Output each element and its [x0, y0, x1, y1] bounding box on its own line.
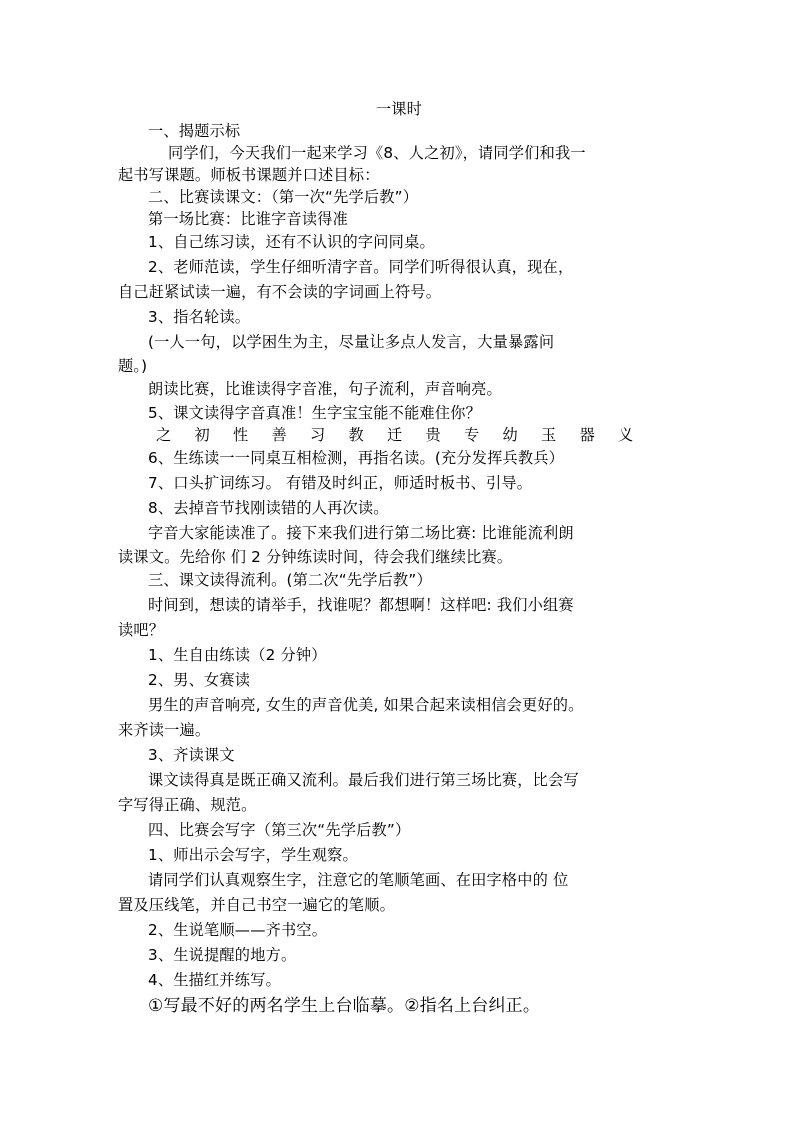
list-item: 4、生描红并练写。 — [148, 971, 281, 989]
paragraph-line: 第一场比赛：比谁字音读得准 — [148, 210, 349, 228]
character: 性 — [233, 426, 249, 444]
character: 贵 — [425, 426, 441, 444]
list-item: 2、老师范读，学生仔细听清字音。同学们听得很认真，现在， — [148, 258, 574, 276]
paragraph-line: 朗读比赛，比谁读得字音准，句子流利，声音响亮。 — [148, 380, 502, 398]
list-item: 1、师出示会写字，学生观察。 — [148, 846, 358, 864]
paragraph-line: 课文读得真是既正确又流利。最后我们进行第三场比赛，比会写 — [148, 771, 579, 789]
paragraph-line: 自己赶紧试读一遍，有不会读的字词画上符号。 — [118, 283, 442, 301]
list-item: 2、男、女赛读 — [148, 671, 251, 689]
paragraph-line: 字写得正确、规范。 — [118, 796, 257, 814]
paragraph-line: ①写最不好的两名学生上台临摹。②指名上台纠正。 — [148, 996, 541, 1016]
section-heading: 一、揭题示标 — [148, 122, 241, 140]
character: 之 — [156, 426, 172, 444]
paragraph-line: 起书写课题。师板书课题并口述目标： — [118, 166, 380, 184]
character: 玉 — [541, 426, 557, 444]
character: 迁 — [387, 426, 403, 444]
list-item: 1、生自由练读（2 分钟） — [148, 646, 327, 664]
list-item: 6、生练读一一同桌互相检测，再指名读。(充分发挥兵教兵） — [148, 449, 565, 467]
document-body — [118, 98, 680, 1019]
character: 教 — [348, 426, 364, 444]
character: 义 — [618, 426, 634, 444]
list-item: 2、生说笔顺——齐书空。 — [148, 921, 328, 939]
list-item: 7、口头扩词练习。 有错及时纠正，师适时板书、引导。 — [148, 474, 533, 492]
list-item: 8、去掉音节找刚读错的人再次读。 — [148, 499, 389, 517]
character: 专 — [464, 426, 480, 444]
character-list — [118, 424, 680, 446]
paragraph-line: 同学们，今天我们一起来学习《8、人之初》，请同学们和我一 — [168, 144, 586, 162]
paragraph-line: 来齐读一遍。 — [118, 721, 211, 739]
list-item: 3、齐读课文 — [148, 746, 235, 764]
paragraph-line: 男生的声音响亮, 女生的声音优美, 如果合起来读相信会更好的。 — [148, 696, 584, 714]
paragraph-line: 读课文。先给你 们 2 分钟练读时间，待会我们继续比赛。 — [118, 548, 513, 566]
section-heading: 四、比赛会写字（第三次“先学后教”） — [148, 821, 411, 839]
paragraph-line: 题。) — [118, 357, 148, 375]
paragraph-line: 时间到，想读的请举手，找谁呢？都想啊！这样吧: 我们小组赛 — [148, 596, 574, 614]
paragraph-line: (一人一句，以学困生为主，尽量让多点人发言，大量暴露问 — [148, 333, 555, 351]
list-item: 1、自己练习读，还有不认识的字问同桌。 — [148, 233, 435, 251]
list-item: 3、指名轮读。 — [148, 308, 251, 326]
paragraph-line: 置及压线笔，并自己书空一遍它的笔顺。 — [118, 896, 395, 914]
page-title: 一课时 — [375, 100, 423, 118]
paragraph-line: 读吧？ — [118, 621, 165, 639]
paragraph-line: 请同学们认真观察生字，注意它的笔顺笔画、在田字格中的 位 — [148, 871, 569, 889]
section-heading: 三、课文读得流利。(第二次“先学后教”） — [148, 571, 432, 589]
character: 幼 — [502, 426, 518, 444]
character: 初 — [194, 426, 210, 444]
paragraph-line: 字音大家能读准了。接下来我们进行第二场比赛: 比谁能流利朗 — [148, 524, 574, 542]
section-heading: 二、比赛读课文：（第一次“先学后教”） — [148, 188, 419, 206]
list-item: 3、生说提醒的地方。 — [148, 946, 297, 964]
character: 习 — [310, 426, 326, 444]
list-item: 5、课文读得字音真准！生字宝宝能不能难住你？ — [148, 404, 482, 422]
character: 器 — [579, 426, 595, 444]
character: 善 — [271, 426, 287, 444]
